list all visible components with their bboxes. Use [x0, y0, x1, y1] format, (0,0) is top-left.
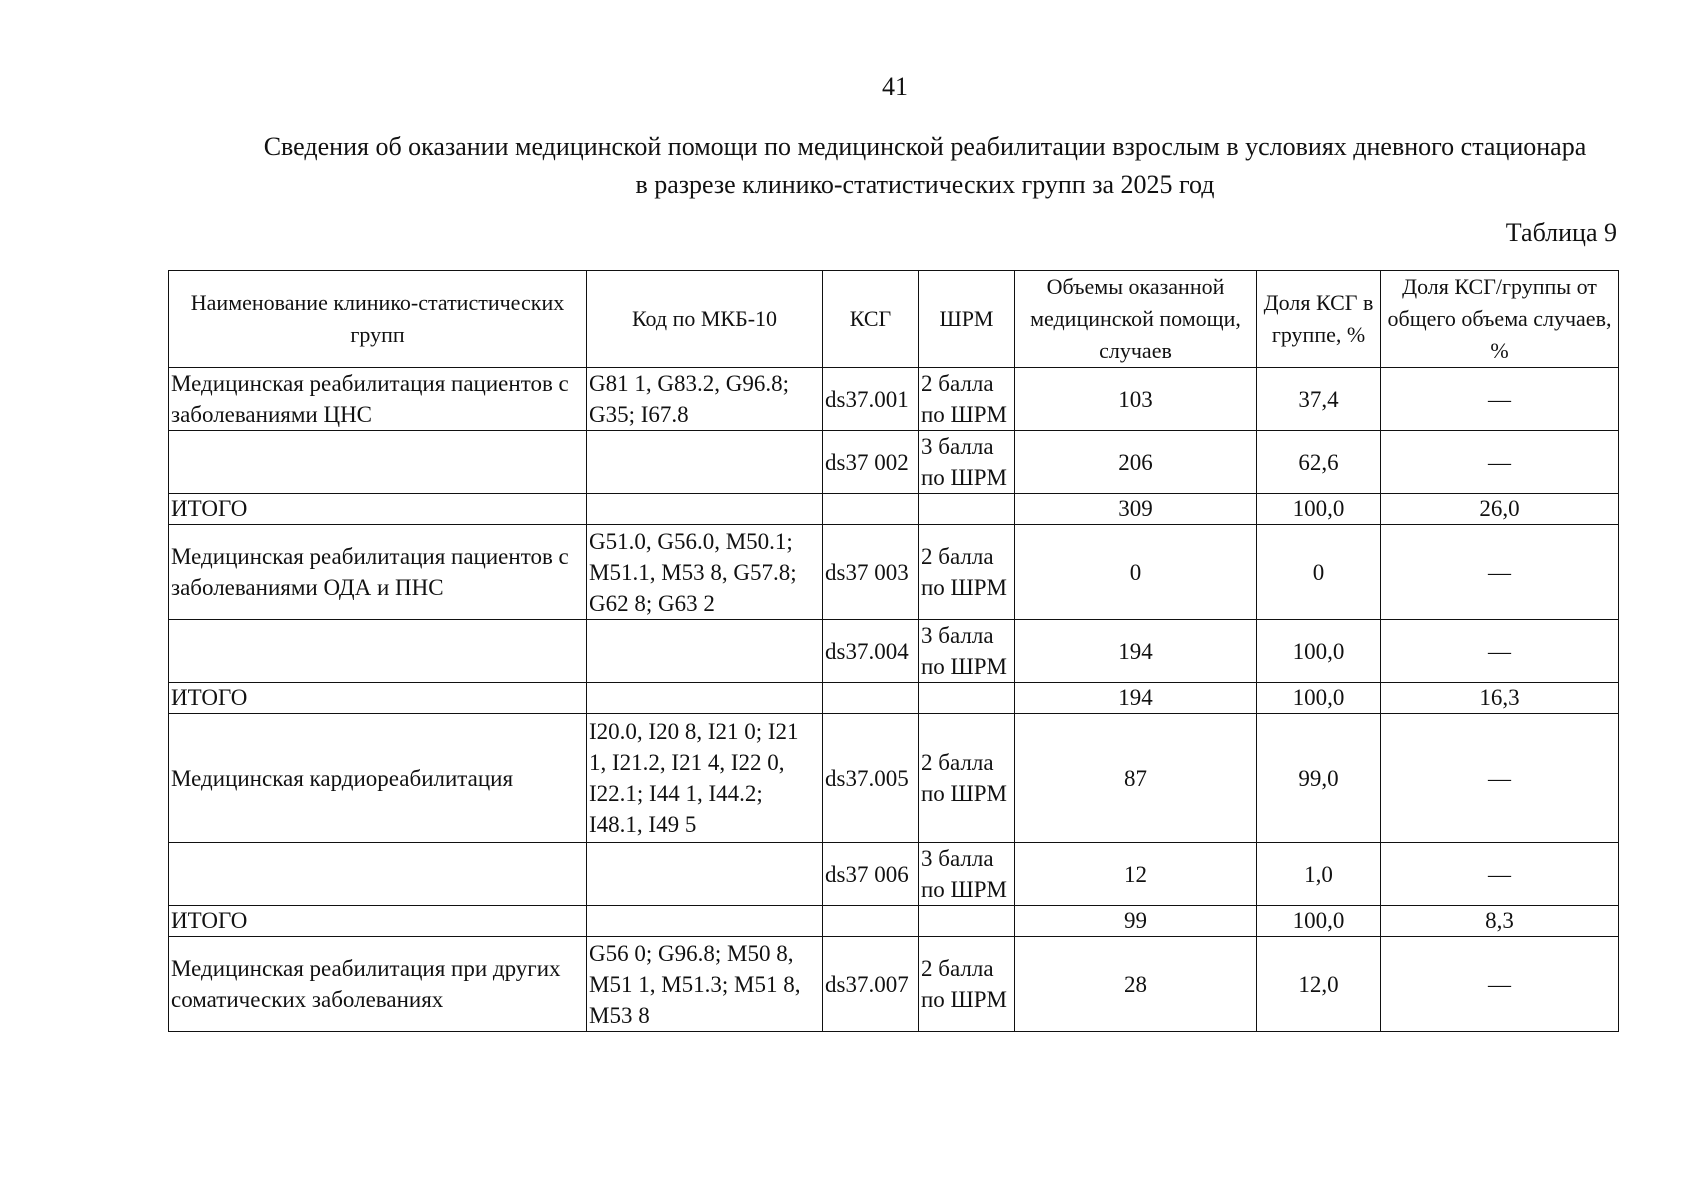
table-row: [169, 431, 1619, 494]
shrm-cell: [919, 906, 1015, 937]
share-of-total-cell: —: [1381, 843, 1619, 906]
header-group-name: Наименование клинико-статистических групп: [169, 271, 587, 368]
share-in-group-cell: 100,0: [1257, 906, 1381, 937]
volume-cell: 194: [1015, 620, 1257, 683]
group-name-cell: Медицинская реабилитация при других соматических заболеваниях: [169, 937, 587, 1032]
ksg-cell: [823, 494, 919, 525]
shrm-cell: 2 балла по ШРМ: [919, 714, 1015, 843]
share-in-group-cell: 1,0: [1257, 843, 1381, 906]
shrm-cell: 2 балла по ШРМ: [919, 368, 1015, 431]
icd-code-cell: I20.0, I20 8, I21 0; I21 1, I21.2, I21 4, I22 0, I22.1; I44 1, I44.2; I48.1, I49 5: [587, 714, 823, 843]
share-in-group-cell: 37,4: [1257, 368, 1381, 431]
share-in-group-cell: 100,0: [1257, 620, 1381, 683]
table-row: [169, 368, 1619, 431]
group-name-cell: [169, 843, 587, 906]
share-in-group-cell: 12,0: [1257, 937, 1381, 1032]
volume-cell: 12: [1015, 843, 1257, 906]
share-in-group-cell: 99,0: [1257, 714, 1381, 843]
icd-code-cell: [587, 620, 823, 683]
shrm-cell: 3 балла по ШРМ: [919, 431, 1015, 494]
table-row: [169, 843, 1619, 906]
total-row: [169, 683, 1619, 714]
shrm-cell: 2 балла по ШРМ: [919, 937, 1015, 1032]
ksg-cell: ds37 002: [823, 431, 919, 494]
volume-cell: 99: [1015, 906, 1257, 937]
shrm-cell: 3 балла по ШРМ: [919, 843, 1015, 906]
share-in-group-cell: 0: [1257, 525, 1381, 620]
group-name-cell: Медицинская кардиореабилитация: [169, 714, 587, 843]
header-share-of-total: Доля КСГ/группы от общего объема случаев, %: [1381, 271, 1619, 368]
share-of-total-cell: —: [1381, 525, 1619, 620]
volume-cell: 28: [1015, 937, 1257, 1032]
group-name-cell: [169, 620, 587, 683]
table-row: [169, 714, 1619, 843]
icd-code-cell: [587, 843, 823, 906]
table-row: [169, 620, 1619, 683]
ksg-cell: ds37 006: [823, 843, 919, 906]
total-row: [169, 494, 1619, 525]
ksg-cell: [823, 906, 919, 937]
share-of-total-cell: —: [1381, 431, 1619, 494]
volume-cell: 309: [1015, 494, 1257, 525]
share-of-total-cell: —: [1381, 714, 1619, 843]
total-row: [169, 906, 1619, 937]
volume-cell: 194: [1015, 683, 1257, 714]
shrm-cell: [919, 494, 1015, 525]
header-shrm: ШРМ: [919, 271, 1015, 368]
share-of-total-cell: 8,3: [1381, 906, 1619, 937]
group-name-cell: [169, 431, 587, 494]
header-share-in-group: Доля КСГ в группе, %: [1257, 271, 1381, 368]
page-number: 41: [882, 72, 908, 101]
ksg-cell: ds37.001: [823, 368, 919, 431]
header-volume: Объемы оказанной медицинской помощи, случаев: [1015, 271, 1257, 368]
shrm-cell: 3 балла по ШРМ: [919, 620, 1015, 683]
icd-code-cell: [587, 494, 823, 525]
table-label: Таблица 9: [1505, 218, 1617, 247]
icd-code-cell: [587, 431, 823, 494]
share-in-group-cell: 100,0: [1257, 494, 1381, 525]
shrm-cell: [919, 683, 1015, 714]
header-ksg: КСГ: [823, 271, 919, 368]
group-name-cell: Медицинская реабилитация пациентов с заболеваниями ЦНС: [169, 368, 587, 431]
rehabilitation-table: [168, 270, 1619, 1032]
share-of-total-cell: —: [1381, 620, 1619, 683]
table-header-row: [169, 271, 1619, 368]
ksg-cell: ds37 003: [823, 525, 919, 620]
volume-cell: 87: [1015, 714, 1257, 843]
ksg-cell: ds37.004: [823, 620, 919, 683]
volume-cell: 103: [1015, 368, 1257, 431]
share-in-group-cell: 100,0: [1257, 683, 1381, 714]
share-of-total-cell: 16,3: [1381, 683, 1619, 714]
icd-code-cell: [587, 683, 823, 714]
table-row: [169, 525, 1619, 620]
share-in-group-cell: 62,6: [1257, 431, 1381, 494]
shrm-cell: 2 балла по ШРМ: [919, 525, 1015, 620]
group-name-cell: ИТОГО: [169, 494, 587, 525]
ksg-cell: [823, 683, 919, 714]
share-of-total-cell: —: [1381, 368, 1619, 431]
group-name-cell: ИТОГО: [169, 906, 587, 937]
share-of-total-cell: —: [1381, 937, 1619, 1032]
icd-code-cell: G81 1, G83.2, G96.8; G35; I67.8: [587, 368, 823, 431]
icd-code-cell: G51.0, G56.0, M50.1; M51.1, M53 8, G57.8; G62 8; G63 2: [587, 525, 823, 620]
group-name-cell: ИТОГО: [169, 683, 587, 714]
document-title: Сведения об оказании медицинской помощи по медицинской реабилитации взрослым в условиях дневного стационара в разрезе клинико-статистических групп за 2025 год: [263, 132, 1587, 199]
table-row: [169, 937, 1619, 1032]
icd-code-cell: [587, 906, 823, 937]
header-icd-code: Код по МКБ-10: [587, 271, 823, 368]
share-of-total-cell: 26,0: [1381, 494, 1619, 525]
group-name-cell: Медицинская реабилитация пациентов с заболеваниями ОДА и ПНС: [169, 525, 587, 620]
icd-code-cell: G56 0; G96.8; M50 8, M51 1, M51.3; M51 8, M53 8: [587, 937, 823, 1032]
ksg-cell: ds37.005: [823, 714, 919, 843]
volume-cell: 0: [1015, 525, 1257, 620]
volume-cell: 206: [1015, 431, 1257, 494]
ksg-cell: ds37.007: [823, 937, 919, 1032]
